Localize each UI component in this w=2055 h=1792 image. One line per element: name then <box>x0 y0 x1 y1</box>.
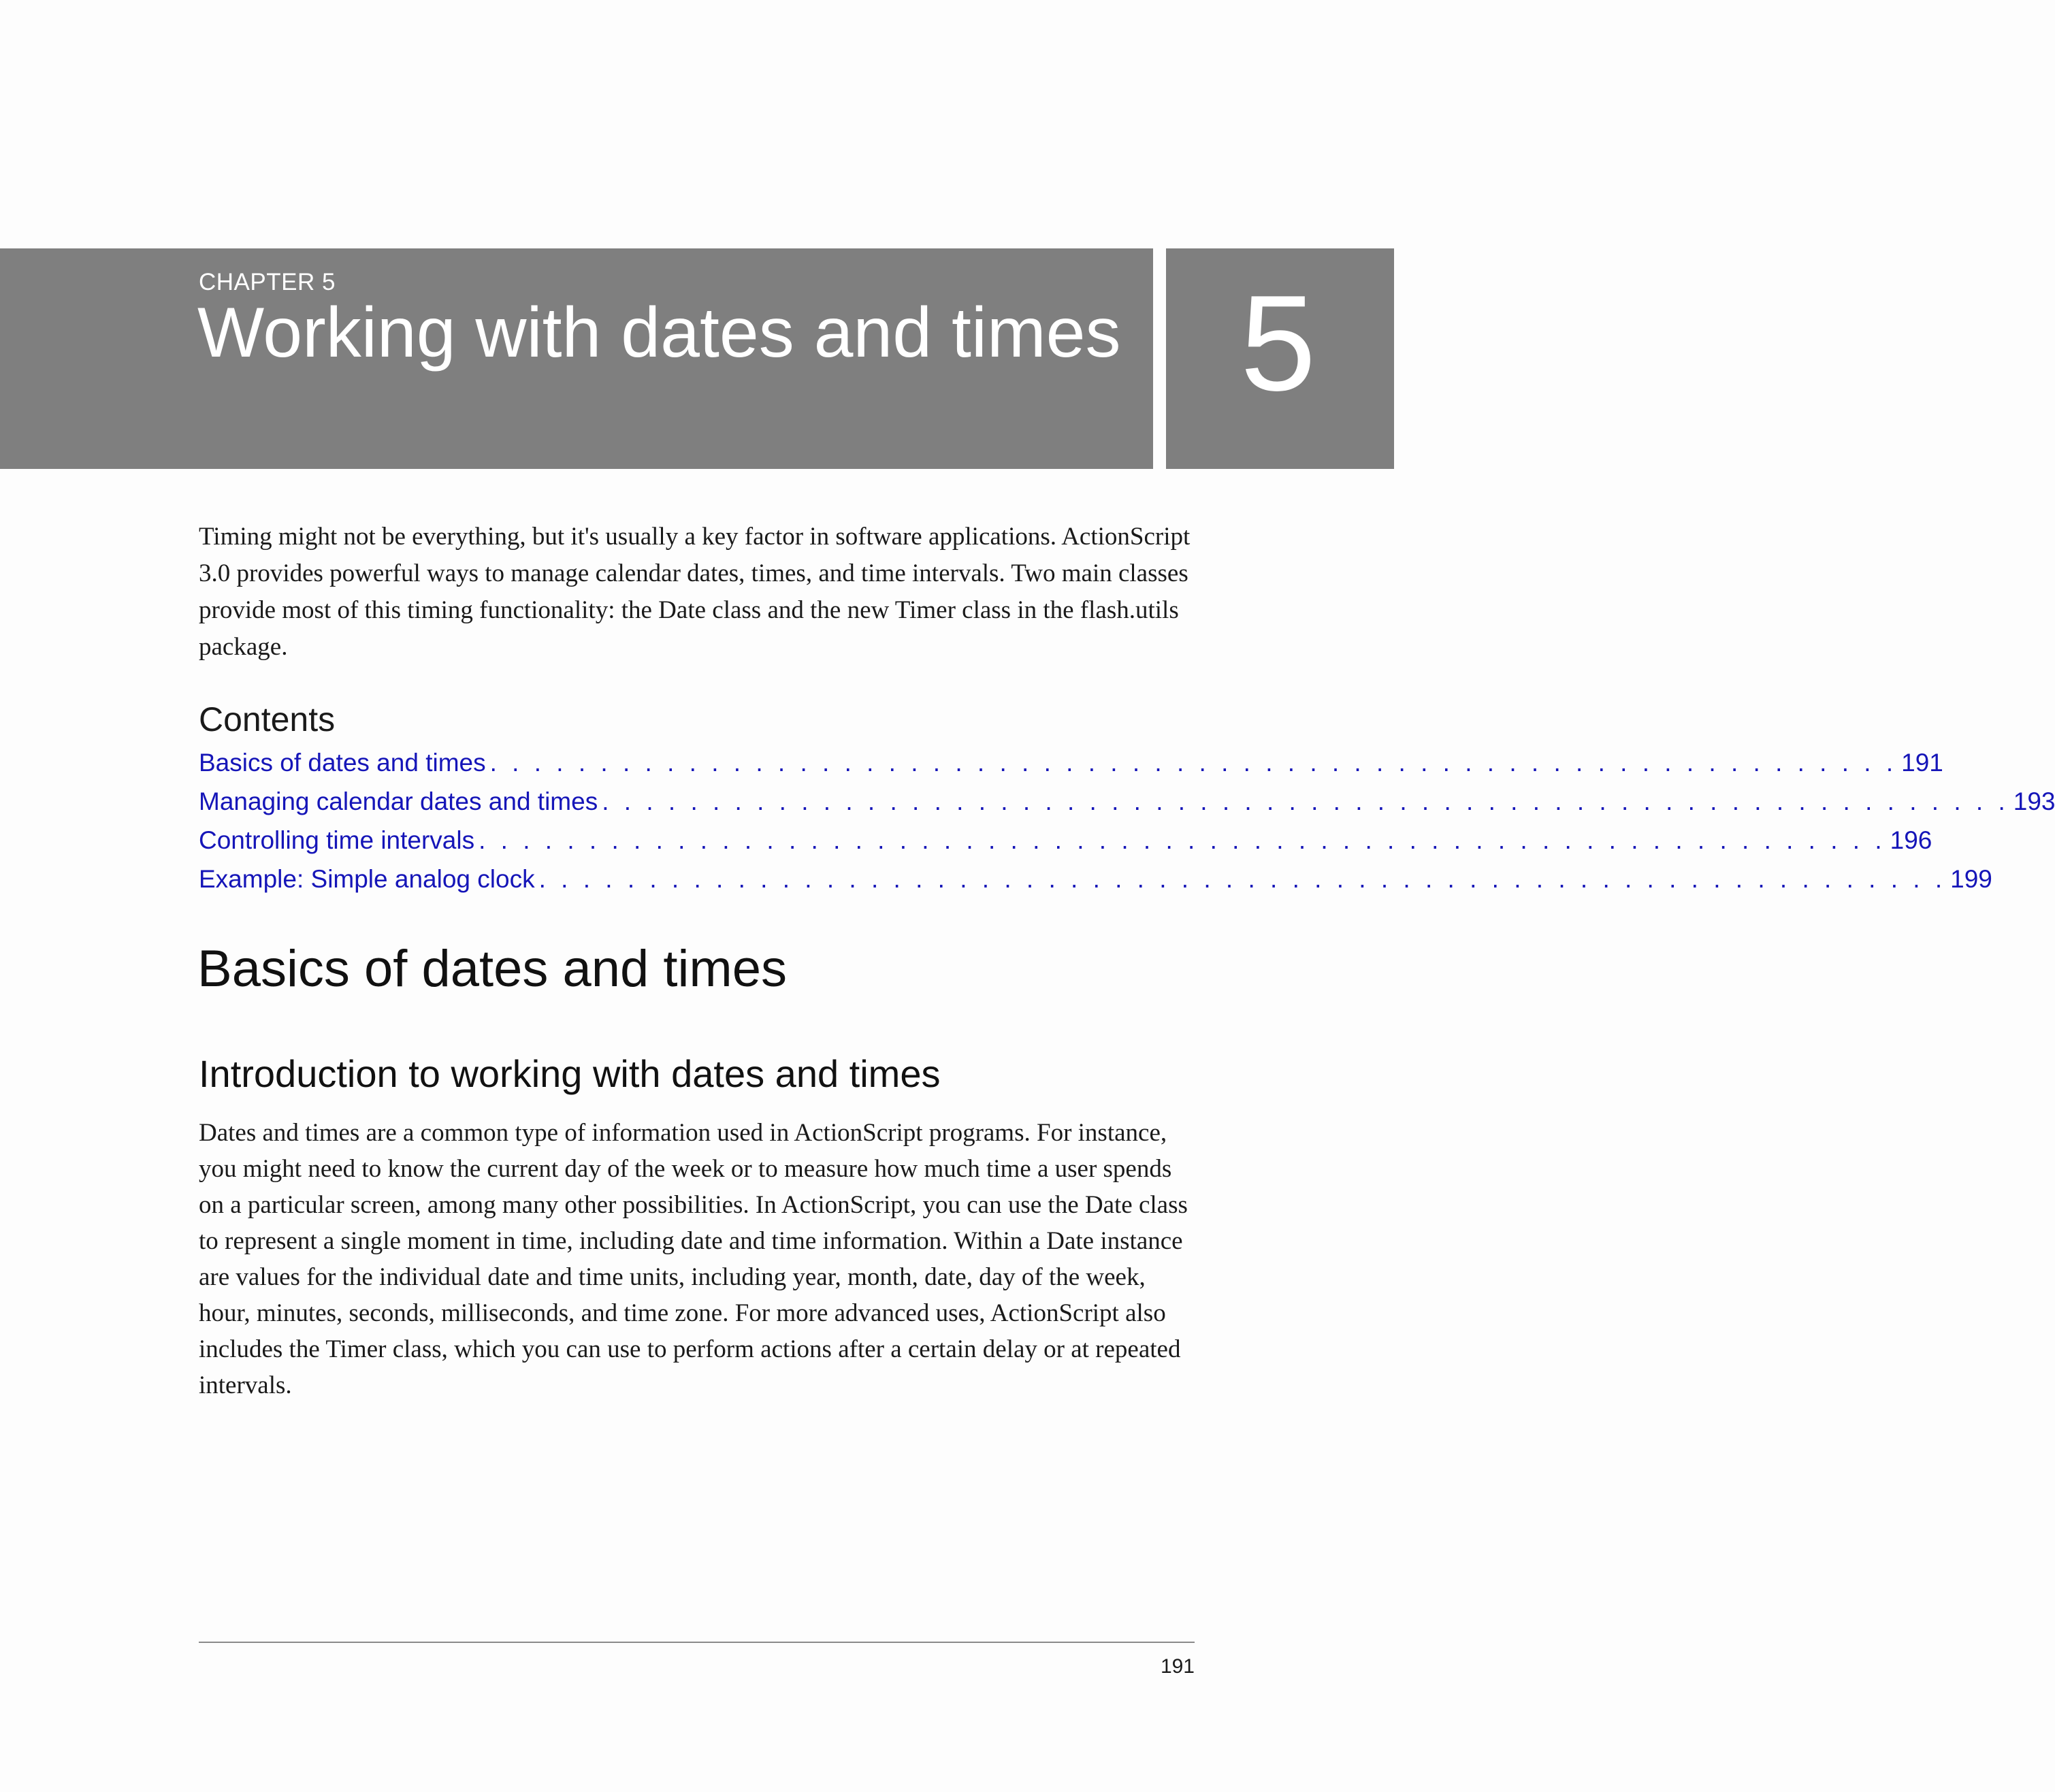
toc-leader-dots: . . . . . . . . . . . . . . . . . . . . . . . . . . . . . . . . . . . . . . . . . . . . . . . . . . . . . . . . . . . . . . . . <box>538 865 1947 893</box>
chapter-title: Working with dates and times <box>197 293 1121 372</box>
toc-item-page: 191 <box>1901 749 1943 777</box>
footer-divider <box>199 1642 1195 1643</box>
contents-heading: Contents <box>199 700 336 738</box>
toc-item-page: 199 <box>1950 865 1992 893</box>
toc-item-label: Controlling time intervals <box>199 826 475 854</box>
toc-item-label: Basics of dates and times <box>199 749 486 777</box>
toc-item-label: Example: Simple analog clock <box>199 865 535 893</box>
section-body-paragraph: Dates and times are a common type of information used in ActionScript programs. For instance, you might need to know the current day of the week or to measure how much time a user spends on a particular screen, among many other possibilities. In ActionScript, you can use the Date class to represent a single moment in time, including date and time information. Within a Date instance are values for the individual date and time units, including year, month, date, day of the week, hour, minutes, seconds, milliseconds, and time zone. For more advanced uses, ActionScript also includes the Timer class, which you can use to perform actions after a certain delay or at repeated intervals. <box>199 1119 1188 1399</box>
toc-item-managing[interactable] <box>199 787 2055 826</box>
toc-item-page: 193 <box>2013 787 2055 815</box>
chapter-label: CHAPTER 5 <box>199 269 336 295</box>
page-number: 191 <box>1160 1655 1195 1678</box>
toc-leader-dots: . . . . . . . . . . . . . . . . . . . . . . . . . . . . . . . . . . . . . . . . . . . . . . . . . . . . . . . . . . . . . . . . <box>479 826 1886 854</box>
intro-paragraph: Timing might not be everything, but it's usually a key factor in software applications. ActionScript 3.0 provides powerful ways to manage calendar dates, times, and time intervals. Two main classes provide most of this timing functionality: the Date class and the new Timer class in the flash.utils package. <box>199 523 1191 661</box>
toc-item-basics[interactable] <box>199 749 1943 787</box>
toc-item-controlling[interactable] <box>199 826 1932 865</box>
chapter-number: 5 <box>1240 267 1316 419</box>
toc-item-label: Managing calendar dates and times <box>199 787 598 815</box>
section-heading: Basics of dates and times <box>197 940 787 998</box>
toc-item-example[interactable] <box>199 865 1992 904</box>
section-subheading: Introduction to working with dates and times <box>199 1052 941 1095</box>
table-of-contents <box>199 749 2055 904</box>
toc-leader-dots: . . . . . . . . . . . . . . . . . . . . . . . . . . . . . . . . . . . . . . . . . . . . . . . . . . . . . . . . . . . . . . . . <box>602 787 2009 815</box>
toc-item-page: 196 <box>1890 826 1932 854</box>
toc-leader-dots: . . . . . . . . . . . . . . . . . . . . . . . . . . . . . . . . . . . . . . . . . . . . . . . . . . . . . . . . . . . . . . . . <box>489 749 1898 777</box>
